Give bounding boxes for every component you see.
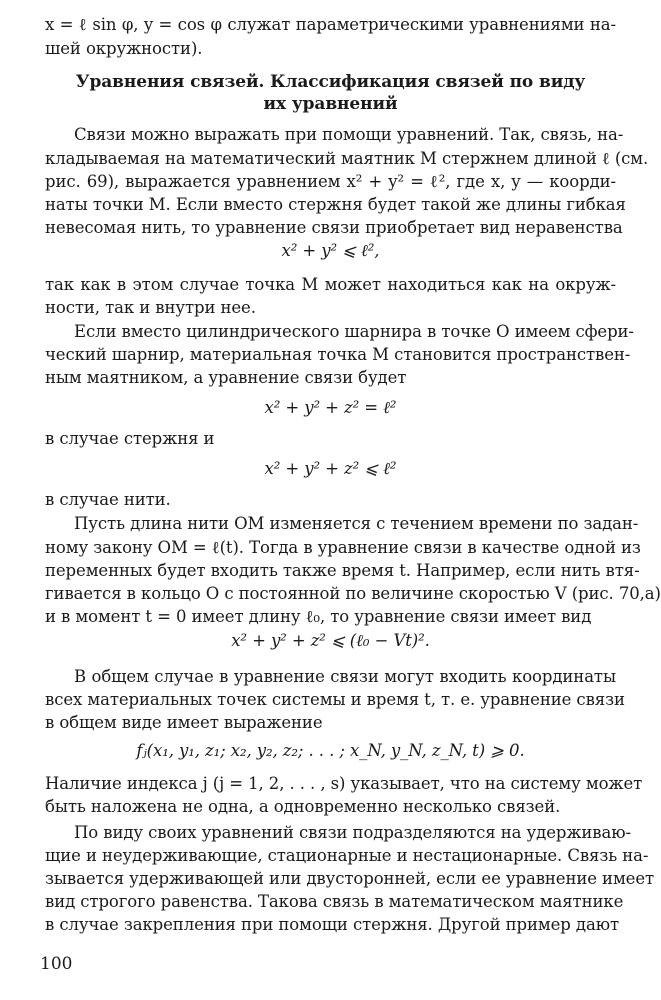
text-line: наты точки M. Если вместо стержня будет такой же длины гибкая (45, 195, 626, 214)
text-line: щие и неудерживающие, стационарные и нестационарные. Связь на- (45, 846, 649, 865)
text-line: так как в этом случае точка M может находиться как на окруж- (45, 275, 616, 294)
equation: x² + y² + z² ⩽ ℓ² (264, 459, 397, 478)
text-line: По виду своих уравнений связи подразделяются на удерживаю- (74, 823, 631, 842)
text-line: в случае нити. (45, 490, 171, 509)
text-line: быть наложена не одна, а одновременно несколько связей. (45, 797, 561, 816)
text-line: невесомая нить, то уравнение связи приобретает вид неравенства (45, 218, 623, 237)
page-number: 100 (40, 954, 73, 974)
text-line: гивается в кольцо O с постоянной по величине скоростью V (рис. 70,а) (45, 584, 661, 603)
text-line: Если вместо цилиндрического шарнира в точке O имеем сфери- (74, 322, 634, 341)
text-line: всех материальных точек системы и время t, т. е. уравнение связи (45, 690, 625, 709)
text-line: шей окружности). (45, 39, 203, 58)
equation: x² + y² + z² ⩽ (ℓ₀ − Vt)². (231, 631, 430, 650)
text-line: ческий шарнир, материальная точка M становится пространствен- (45, 345, 631, 364)
text-line: Наличие индекса j (j = 1, 2, . . . , s) указывает, что на систему может (45, 774, 643, 793)
equation: x² + y² ⩽ ℓ², (281, 241, 380, 260)
text-line: переменных будет входить также время t. Например, если нить втя- (45, 561, 640, 580)
text-line: зывается удерживающей или двусторонней, если ее уравнение имеет (45, 869, 655, 888)
text-line: в случае закрепления при помощи стержня. Другой пример дают (45, 915, 620, 934)
text-line: в общем виде имеет выражение (45, 713, 323, 732)
text-line: Связи можно выражать при помощи уравнений. Так, связь, на- (74, 125, 624, 144)
text-line: рис. 69), выражается уравнением x² + y² = ℓ², где x, y — коорди- (45, 172, 616, 191)
text-line: ности, так и внутри нее. (45, 298, 256, 317)
text-line: ным маятником, а уравнение связи будет (45, 368, 407, 387)
text-line: ному закону OM = ℓ(t). Тогда в уравнение связи в качестве одной из (45, 538, 641, 557)
text-line: и в момент t = 0 имеет длину ℓ₀, то уравнение связи имеет вид (45, 607, 592, 626)
text-line: вид строгого равенства. Такова связь в математическом маятнике (45, 892, 624, 911)
section-heading: их уравнений (263, 94, 398, 114)
equation: fⱼ(x₁, y₁, z₁; x₂, y₂, z₂; . . . ; x_N, y_N, z_N, t) ⩾ 0. (136, 741, 525, 760)
section-heading: Уравнения связей. Классификация связей по виду (75, 72, 586, 92)
text-line: в случае стержня и (45, 429, 215, 448)
text-line: Пусть длина нити OM изменяется с течением времени по задан- (74, 514, 639, 533)
equation: x² + y² + z² = ℓ² (264, 398, 397, 417)
text-line: В общем случае в уравнение связи могут входить координаты (74, 667, 616, 686)
text-line: x = ℓ sin φ, y = cos φ служат параметрическими уравнениями на- (45, 15, 616, 34)
text-line: кладываемая на математический маятник M стержнем длиной ℓ (см. (45, 149, 649, 168)
